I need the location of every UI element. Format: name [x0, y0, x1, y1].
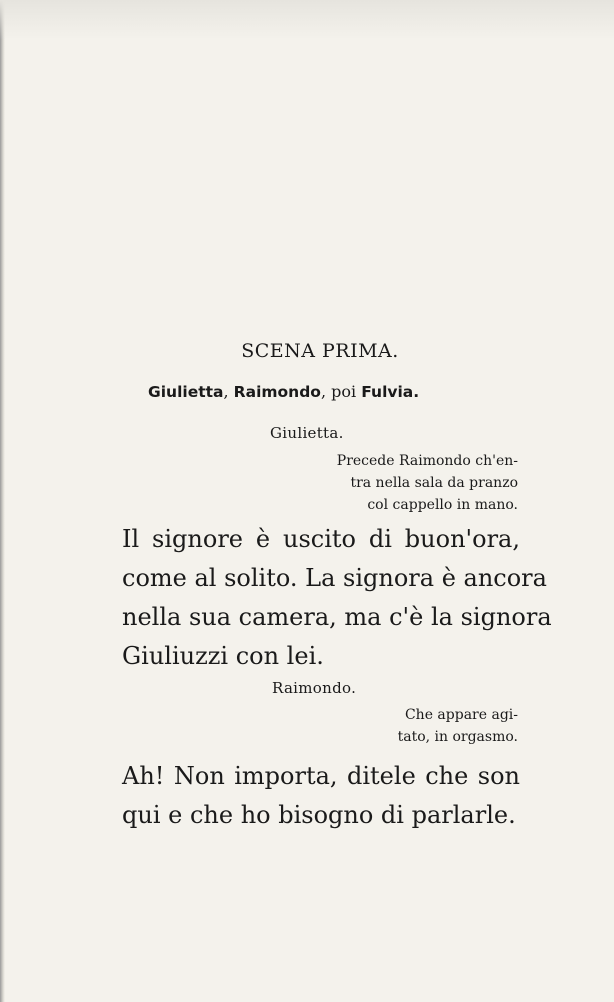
speech-line: Il signore è uscito di buon'ora,: [122, 525, 520, 553]
character-giulietta: Giulietta: [148, 383, 224, 401]
speech-line: nella sua camera, ma c'è la signora: [122, 603, 552, 631]
characters-separator: ,: [223, 382, 234, 401]
characters-separator-poi: , poi: [320, 382, 362, 401]
stage-direction-line: Precede Raimondo ch'en-: [336, 453, 518, 469]
stage-direction: [340, 704, 518, 748]
character-raimondo: Raimondo: [233, 383, 321, 401]
page-top-shade: [0, 0, 614, 40]
speech-text: [122, 757, 520, 835]
speech-line: Ah! Non importa, ditele che son: [122, 762, 520, 790]
speaker-name: Raimondo.: [272, 679, 357, 697]
speech-line: qui e che ho bisogno di parlarle.: [122, 801, 516, 829]
stage-direction-line: col cappello in mano.: [367, 497, 518, 513]
page-edge: [0, 0, 5, 1002]
speech-line: come al solito. La signora è ancora: [122, 564, 547, 592]
speaker-name: Giulietta.: [270, 424, 344, 442]
stage-direction-line: tra nella sala da pranzo: [350, 475, 518, 491]
stage-direction-line: Che appare agi-: [404, 707, 518, 723]
characters-line: [148, 382, 419, 401]
scene-title: SCENA PRIMA.: [241, 340, 399, 362]
speech-text: [122, 520, 552, 676]
stage-direction-line: tato, in orgasmo.: [397, 729, 518, 745]
character-fulvia: Fulvia.: [361, 383, 420, 401]
stage-direction: [300, 450, 518, 516]
speech-line: Giuliuzzi con lei.: [122, 642, 324, 670]
